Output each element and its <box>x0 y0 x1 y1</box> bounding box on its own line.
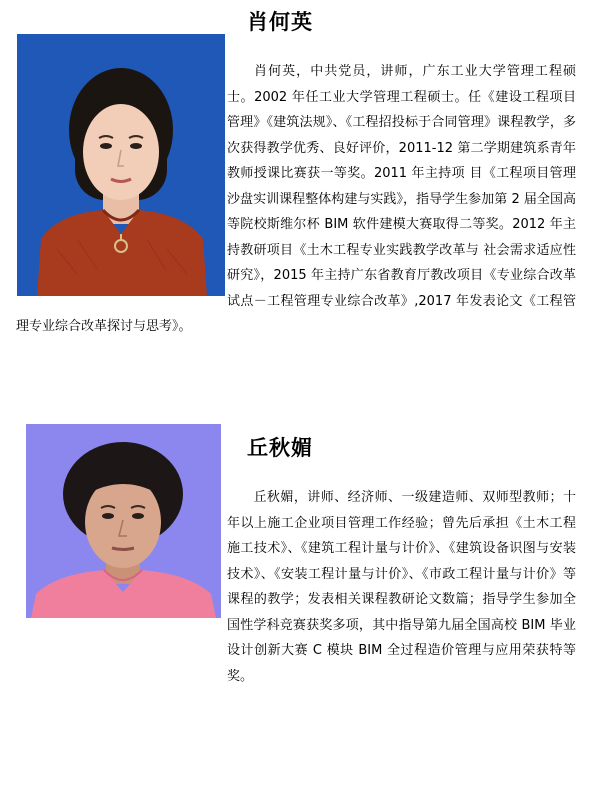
teacher-bio-text: 丘秋媚，讲师、经济师、一级建造师、双师型教师；十年以上施工企业项目管理工作经验；曾先后承担《土木工程施工技术》、《建筑工程计量与计价》、《建筑设备识图与安装技术》、《安装工程计量与计价》、《市政工程计量与计价》等课程的教学；发表相关课程教研论文数篇；指导学生参加全国性学科竞赛获奖多项，其中指导第九届全国高校 BIM 毕业设计创新大赛 C 模块 BIM 全过程造价管理与应用荣获特等奖。 <box>227 490 576 684</box>
teacher-bio <box>16 485 576 689</box>
teacher-profile-xiao <box>0 0 599 380</box>
teacher-bio <box>16 59 576 340</box>
teacher-name: 丘秋媚 <box>247 435 313 460</box>
teacher-profile-qiu <box>0 420 599 750</box>
teacher-bio-text: 肖何英，中共党员，讲师，广东工业大学管理工程硕士。2002 年任工业大学管理工程硕士。任《建设工程项目管理》《建筑法规》、《工程招投标于合同管理》课程教学，多次获得教学优秀、良好评价，2011-12 第二学期建筑系青年教师授课比赛获一等奖。2011 年主持项 目《工程项目管理沙盘实训课程整体构建与实践》，指导学生参加第 2 届全国高等院校斯维尔杯 BIM 软件建模大赛取得二等奖。2012 年主持教研项目《土木工程专业实践教学改革与 社会需求适应性研究》，2015 年主持广东省教育厅教改项目《专业综合改革试点－工程管理专业综合改革》,2017 年发表论文《工程管理专业综合改革探讨与思考》。 <box>16 64 576 334</box>
teacher-name: 肖何英 <box>247 9 313 34</box>
